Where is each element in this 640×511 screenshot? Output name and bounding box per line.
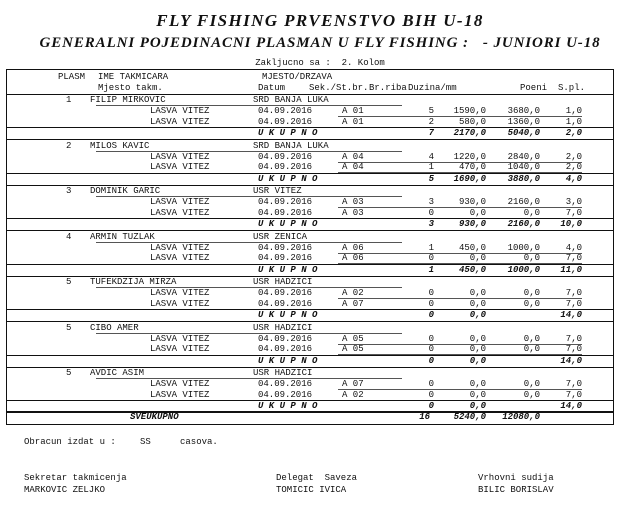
row-fish: 0: [428, 288, 434, 298]
header-datum: Datum: [258, 83, 286, 93]
competitor-place: 3: [66, 186, 72, 196]
row-points: 0,0: [523, 207, 540, 218]
competitor-place: 2: [66, 140, 72, 151]
total-fish: 3: [428, 219, 434, 229]
competitor-name: CIBO AMER: [90, 322, 139, 333]
row-sector: A 04: [342, 151, 364, 162]
round-note: Zakljucno sa : 2. Kolom: [255, 58, 385, 68]
row-placement: 2,0: [565, 162, 582, 172]
total-length: 2170,0: [453, 128, 486, 138]
delegat-title: Delegat Saveza: [276, 473, 358, 483]
obracun-value: SS: [140, 437, 151, 447]
row-fish: 4: [428, 151, 434, 162]
row-venue: LASVA VITEZ: [150, 389, 210, 400]
competitor-name: ARMIN TUZLAK: [90, 231, 155, 242]
total-length: 0,0: [469, 310, 486, 320]
row-fish: 5: [428, 106, 434, 116]
header-ime: IME TAKMICARA: [98, 72, 169, 82]
competitor-club: USR ZENICA: [253, 231, 308, 242]
row-points: 1360,0: [507, 116, 540, 127]
row-length: 0,0: [469, 253, 486, 263]
total-placement: 11,0: [560, 264, 582, 275]
row-date: 04.09.2016: [258, 151, 313, 162]
row-points: 2840,0: [507, 151, 540, 162]
row-points: 0,0: [523, 288, 540, 298]
row-fish: 0: [428, 253, 434, 263]
header-sek: Sek./St.br.: [309, 83, 369, 93]
row-length: 0,0: [469, 333, 486, 344]
page-subtitle: GENERALNI POJEDINACNI PLASMAN U FLY FISHING : - JUNIORI U-18: [39, 35, 601, 51]
row-date: 04.09.2016: [258, 298, 313, 309]
row-points: 0,0: [523, 333, 540, 344]
competitor-club: USR HADZICI: [253, 277, 313, 287]
ukupno-label: U K U P N O: [258, 219, 318, 229]
row-length: 470,0: [458, 162, 486, 172]
row-fish: 1: [428, 242, 434, 253]
row-sector: A 01: [342, 116, 364, 127]
row-fish: 0: [428, 379, 434, 389]
ukupno-label: U K U P N O: [258, 355, 318, 366]
total-placement: 14,0: [560, 355, 582, 366]
row-date: 04.09.2016: [258, 116, 313, 127]
competitor-name: TUFEKDZIJA MIRZA: [90, 277, 177, 287]
row-placement: 7,0: [565, 207, 582, 218]
header-mjesto-takm: Mjesto takm.: [98, 83, 163, 93]
row-fish: 0: [428, 333, 434, 344]
row-sector: A 06: [342, 253, 364, 263]
row-venue: LASVA VITEZ: [150, 298, 210, 309]
row-placement: 3,0: [565, 197, 582, 207]
row-length: 930,0: [458, 197, 486, 207]
sudija-title: Vrhovni sudija: [478, 473, 554, 483]
row-date: 04.09.2016: [258, 106, 313, 116]
competitor-place: 5: [66, 368, 72, 378]
row-length: 0,0: [469, 207, 486, 218]
row-venue: LASVA VITEZ: [150, 333, 210, 344]
total-fish: 0: [428, 401, 434, 411]
row-venue: LASVA VITEZ: [150, 151, 210, 162]
row-points: 0,0: [523, 253, 540, 263]
total-points: 3880,0: [507, 173, 540, 184]
row-sector: A 02: [342, 389, 364, 400]
row-date: 04.09.2016: [258, 344, 313, 354]
row-placement: 7,0: [565, 288, 582, 298]
row-placement: 7,0: [565, 389, 582, 400]
competitor-club: USR HADZICI: [253, 368, 313, 378]
row-placement: 7,0: [565, 333, 582, 344]
row-placement: 7,0: [565, 298, 582, 309]
total-fish: 7: [428, 128, 434, 138]
total-points: 1000,0: [507, 264, 540, 275]
total-fish: 0: [428, 310, 434, 320]
row-placement: 1,0: [565, 116, 582, 127]
row-placement: 7,0: [565, 344, 582, 354]
row-sector: A 06: [342, 242, 364, 253]
row-points: 0,0: [523, 298, 540, 309]
row-points: 3680,0: [507, 106, 540, 116]
row-date: 04.09.2016: [258, 333, 313, 344]
total-placement: 4,0: [565, 173, 582, 184]
row-placement: 4,0: [565, 242, 582, 253]
total-points: 5040,0: [507, 128, 540, 138]
row-sector: A 03: [342, 207, 364, 218]
total-fish: 5: [428, 173, 434, 184]
row-sector: A 07: [342, 298, 364, 309]
row-date: 04.09.2016: [258, 207, 313, 218]
header-br-riba: Br.riba: [369, 83, 407, 93]
competitor-name: AVDIC ASIM: [90, 368, 145, 378]
total-placement: 14,0: [560, 310, 582, 320]
row-sector: A 04: [342, 162, 364, 172]
ukupno-label: U K U P N O: [258, 128, 318, 138]
grand-total-label: SVEUKUPNO: [130, 412, 179, 422]
grand-total-length: 5240,0: [453, 412, 486, 422]
ukupno-label: U K U P N O: [258, 310, 318, 320]
header-plasm: PLASM: [58, 72, 86, 82]
ukupno-label: U K U P N O: [258, 264, 318, 275]
competitor-place: 4: [66, 231, 72, 242]
header-mjesto-drzava: MJESTO/DRZAVA: [262, 72, 333, 82]
row-sector: A 05: [342, 344, 364, 354]
row-date: 04.09.2016: [258, 242, 313, 253]
row-length: 0,0: [469, 344, 486, 354]
row-venue: LASVA VITEZ: [150, 379, 210, 389]
row-sector: A 01: [342, 106, 364, 116]
total-fish: 0: [428, 355, 434, 366]
row-sector: A 05: [342, 333, 364, 344]
page-title: FLY FISHING PRVENSTVO BIH U-18: [156, 11, 484, 30]
row-venue: LASVA VITEZ: [150, 162, 210, 172]
row-fish: 2: [428, 116, 434, 127]
row-date: 04.09.2016: [258, 197, 313, 207]
competitor-name: FILIP MIRKOVIC: [90, 95, 166, 105]
row-points: 0,0: [523, 389, 540, 400]
row-length: 0,0: [469, 288, 486, 298]
row-venue: LASVA VITEZ: [150, 344, 210, 354]
row-venue: LASVA VITEZ: [150, 207, 210, 218]
row-venue: LASVA VITEZ: [150, 197, 210, 207]
competitor-place: 5: [66, 277, 72, 287]
row-placement: 2,0: [565, 151, 582, 162]
total-points: 2160,0: [507, 219, 540, 229]
row-length: 0,0: [469, 298, 486, 309]
row-venue: LASVA VITEZ: [150, 242, 210, 253]
row-fish: 1: [428, 162, 434, 172]
row-fish: 0: [428, 344, 434, 354]
row-length: 1220,0: [453, 151, 486, 162]
row-venue: LASVA VITEZ: [150, 116, 210, 127]
row-date: 04.09.2016: [258, 288, 313, 298]
row-placement: 1,0: [565, 106, 582, 116]
header-duzina: Duzina/mm: [408, 83, 457, 93]
row-date: 04.09.2016: [258, 253, 313, 263]
competitor-club: SRD BANJA LUKA: [253, 95, 329, 105]
row-placement: 7,0: [565, 379, 582, 389]
ukupno-label: U K U P N O: [258, 401, 318, 411]
competitor-name: MILOS KAVIC: [90, 140, 150, 151]
total-placement: 10,0: [560, 219, 582, 229]
row-venue: LASVA VITEZ: [150, 253, 210, 263]
row-length: 0,0: [469, 389, 486, 400]
row-sector: A 03: [342, 197, 364, 207]
total-length: 450,0: [458, 264, 486, 275]
total-placement: 2,0: [565, 128, 582, 138]
total-length: 0,0: [469, 401, 486, 411]
row-points: 0,0: [523, 379, 540, 389]
sekretar-title: Sekretar takmicenja: [24, 473, 127, 483]
row-date: 04.09.2016: [258, 379, 313, 389]
row-date: 04.09.2016: [258, 162, 313, 172]
row-sector: A 02: [342, 288, 364, 298]
competitor-name: DOMINIK GARIC: [90, 186, 161, 196]
ukupno-label: U K U P N O: [258, 173, 318, 184]
grand-total-points: 12080,0: [502, 412, 540, 422]
obracun-unit: casova.: [180, 437, 218, 447]
competitor-club: SRD BANJA LUKA: [253, 140, 329, 151]
row-fish: 0: [428, 389, 434, 400]
total-length: 0,0: [469, 355, 486, 366]
competitor-place: 5: [66, 322, 72, 333]
row-points: 1040,0: [507, 162, 540, 172]
delegat-name: TOMICIC IVICA: [276, 485, 347, 495]
row-fish: 0: [428, 298, 434, 309]
sekretar-name: MARKOVIC ZELJKO: [24, 485, 106, 495]
obracun-label: Obracun izdat u :: [24, 437, 116, 447]
header-spl: S.pl.: [558, 83, 586, 93]
row-fish: 3: [428, 197, 434, 207]
row-sector: A 07: [342, 379, 364, 389]
row-points: 0,0: [523, 344, 540, 354]
row-length: 580,0: [458, 116, 486, 127]
row-fish: 0: [428, 207, 434, 218]
total-placement: 14,0: [560, 401, 582, 411]
sudija-name: BILIC BORISLAV: [478, 485, 554, 495]
total-length: 1690,0: [453, 173, 486, 184]
grand-total-fish: 16: [419, 412, 430, 422]
row-date: 04.09.2016: [258, 389, 313, 400]
total-length: 930,0: [458, 219, 486, 229]
row-points: 1000,0: [507, 242, 540, 253]
row-venue: LASVA VITEZ: [150, 106, 210, 116]
row-length: 450,0: [458, 242, 486, 253]
competitor-club: USR HADZICI: [253, 322, 313, 333]
header-poeni: Poeni: [520, 83, 548, 93]
row-venue: LASVA VITEZ: [150, 288, 210, 298]
competitor-place: 1: [66, 95, 72, 105]
row-length: 0,0: [469, 379, 486, 389]
total-fish: 1: [428, 264, 434, 275]
row-placement: 7,0: [565, 253, 582, 263]
row-length: 1590,0: [453, 106, 486, 116]
row-points: 2160,0: [507, 197, 540, 207]
competitor-club: USR VITEZ: [253, 186, 302, 196]
